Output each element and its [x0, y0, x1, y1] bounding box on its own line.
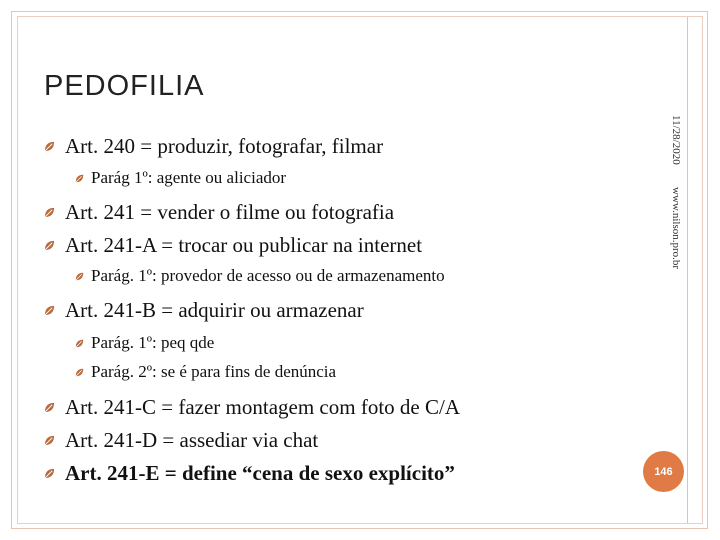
bullet-text: Art. 241-B = adquirir ou armazenar: [65, 298, 364, 322]
website-url: www.nilson.pro.br: [670, 187, 682, 270]
bullet-text: Art. 241-D = assediar via chat: [65, 428, 319, 452]
side-divider-line: [687, 17, 688, 523]
page-number-badge: 146: [643, 451, 684, 492]
sub-bullet-text: Parág. 1º: peq qde: [91, 333, 215, 352]
leaf-bullet-icon: [44, 402, 55, 413]
bullet-art-241: [44, 200, 394, 224]
leaf-bullet-icon: [44, 468, 55, 479]
bullet-art-241-a: [44, 233, 422, 257]
leaf-bullet-icon: [44, 141, 55, 152]
slide-date: 11/28/2020: [670, 115, 682, 165]
sub-bullet-art-241-b-p1: [75, 333, 214, 353]
slide-title: PEDOFILIA: [44, 70, 205, 102]
bullet-art-241-b: [44, 298, 364, 322]
sub-bullet-text: Parág. 2º: se é para fins de denúncia: [91, 362, 337, 381]
bullet-art-241-d: [44, 428, 318, 452]
leaf-bullet-icon: [44, 240, 55, 251]
sub-bullet-text: Parág. 1º: provedor de acesso ou de armazenamento: [91, 266, 445, 285]
bullet-art-240: [44, 134, 383, 158]
bullet-text: Art. 240 = produzir, fotografar, filmar: [65, 134, 384, 158]
leaf-bullet-icon: [44, 207, 55, 218]
leaf-bullet-icon: [75, 368, 84, 377]
sub-bullet-art-241-a-p1: [75, 266, 445, 286]
leaf-bullet-icon: [75, 339, 84, 348]
bullet-text: Art. 241-A = trocar ou publicar na internet: [65, 233, 423, 257]
bullet-art-241-e: [44, 461, 455, 485]
leaf-bullet-icon: [75, 272, 84, 281]
sub-bullet-text: Parág 1º: agente ou aliciador: [91, 168, 287, 187]
bullet-text: Art. 241-E = define “cena de sexo explícito”: [65, 461, 455, 485]
leaf-bullet-icon: [44, 435, 55, 446]
leaf-bullet-icon: [75, 174, 84, 183]
bullet-text: Art. 241-C = fazer montagem com foto de C/A: [65, 395, 460, 419]
sub-bullet-art-241-b-p2: [75, 362, 336, 382]
leaf-bullet-icon: [44, 305, 55, 316]
bullet-art-241-c: [44, 395, 460, 419]
sub-bullet-art-240-p1: [75, 168, 286, 188]
bullet-text: Art. 241 = vender o filme ou fotografia: [65, 200, 395, 224]
